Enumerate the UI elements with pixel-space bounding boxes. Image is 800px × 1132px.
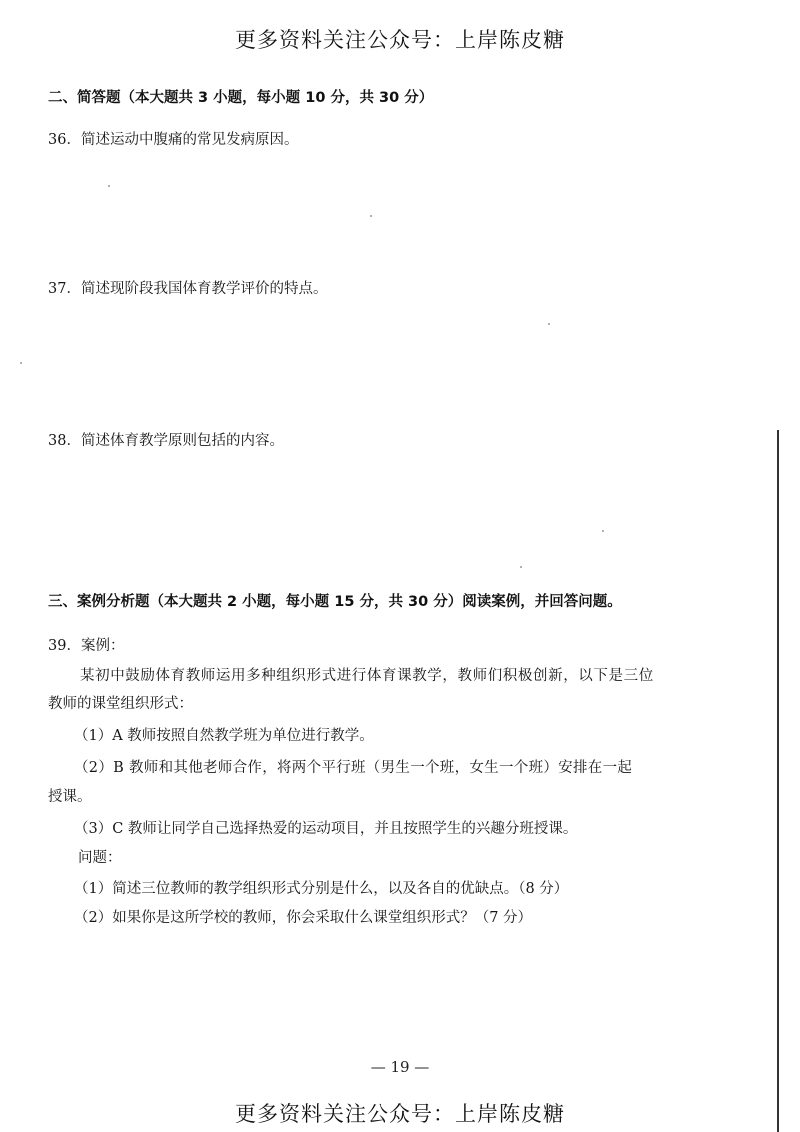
questions-label: 问题： bbox=[78, 850, 122, 866]
page-number: — 19 — bbox=[370, 1058, 430, 1076]
case-paragraph-line-2: 教师的课堂组织形式： bbox=[48, 696, 193, 712]
scan-speck bbox=[20, 362, 22, 364]
scan-speck bbox=[520, 566, 522, 568]
question-37: 37．简述现阶段我国体育教学评价的特点。 bbox=[48, 281, 328, 297]
case-item-2-line-1: （2）B 教师和其他老师合作，将两个平行班（男生一个班，女生一个班）安排在一起 bbox=[74, 760, 633, 776]
scan-speck bbox=[602, 530, 604, 532]
sub-question-1: （1）简述三位教师的教学组织形式分别是什么，以及各自的优缺点。（8 分） bbox=[74, 881, 569, 897]
case-item-2-line-2: 授课。 bbox=[48, 789, 92, 805]
watermark-top: 更多资料关注公众号：上岸陈皮糖 bbox=[235, 28, 565, 52]
section-heading-case-analysis: 三、案例分析题（本大题共 2 小题，每小题 15 分，共 30 分）阅读案例，并回答问题。 bbox=[48, 594, 622, 610]
question-36: 36．简述运动中腹痛的常见发病原因。 bbox=[48, 132, 299, 148]
scan-speck bbox=[548, 323, 550, 325]
scan-speck bbox=[108, 185, 110, 187]
case-item-3: （3）C 教师让同学自己选择热爱的运动项目，并且按照学生的兴趣分班授课。 bbox=[74, 821, 578, 837]
question-39: 39．案例： bbox=[48, 638, 125, 654]
watermark-bottom: 更多资料关注公众号：上岸陈皮糖 bbox=[235, 1102, 565, 1126]
question-38: 38．简述体育教学原则包括的内容。 bbox=[48, 433, 284, 449]
section-heading-short-answer: 二、简答题（本大题共 3 小题，每小题 10 分，共 30 分） bbox=[48, 90, 434, 106]
scan-speck bbox=[370, 215, 372, 217]
case-item-1: （1）A 教师按照自然教学班为单位进行教学。 bbox=[74, 728, 374, 744]
case-paragraph-line-1: 某初中鼓励体育教师运用多种组织形式进行体育课教学，教师们积极创新，以下是三位 bbox=[80, 668, 654, 684]
scan-edge-line bbox=[777, 430, 779, 1132]
sub-question-2: （2）如果你是这所学校的教师，你会采取什么课堂组织形式？（7 分） bbox=[74, 910, 533, 926]
